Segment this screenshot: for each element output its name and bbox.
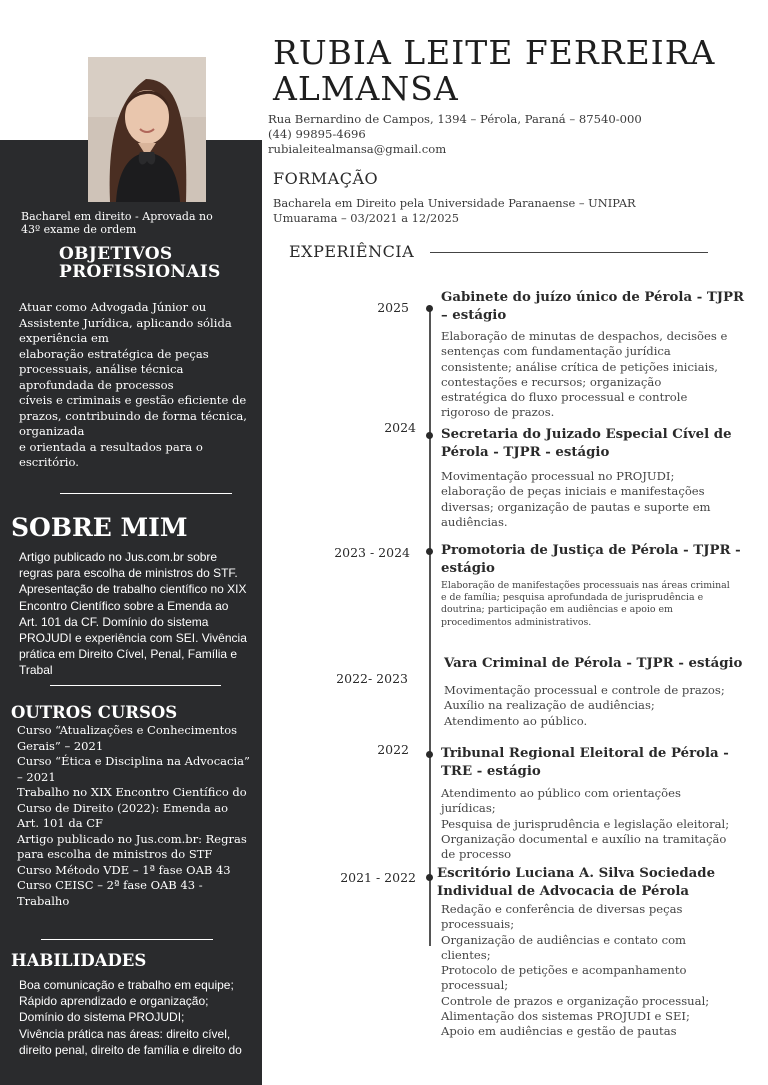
job-title: Secretaria do Juizado Especial Cível de Pérola - TJPR - estágio (441, 427, 732, 460)
sobre-body: Artigo publicado no Jus.com.br sobre regras para escolha de ministros do STF. Apresentação de trabalho científico no XIX Encontro Científico sobre a Emenda ao Art. 101 da CF. Domínio do sistema PROJUDI e experiência com SEI. Vivência prática em Direito Cível, Penal, Família e Trabal (19, 550, 247, 678)
job-title: Promotoria de Justiça de Pérola - TJPR - estágio (441, 543, 741, 576)
cursos-body: Curso “Atualizações e Conhecimentos Gerais” – 2021 Curso “Ética e Disciplina na Advocacia” – 2021 Trabalho no XIX Encontro Científico do Curso de Direito (2022): Emenda ao Art. 101 da CF Artigo publicado no Jus.com.br: Regras para escolha de ministros do STF Curso Método VDE – 1ª fase OAB 43 Curso CEISC – 2ª fase OAB 43 - Trabalho (17, 723, 250, 908)
timeline-dot (426, 432, 433, 439)
sobre-title: SOBRE MIM (11, 513, 188, 542)
year-label: 2025 (377, 300, 409, 315)
cursos-title: OUTROS CURSOS (11, 703, 178, 722)
year-label: 2023 - 2024 (334, 545, 410, 560)
job-title: Vara Criminal de Pérola - TJPR - estágio (444, 656, 743, 671)
job-title: Escritório Luciana A. Silva Sociedade Individual de Advocacia de Pérola (437, 866, 716, 899)
divider (60, 493, 232, 494)
timeline-line (429, 308, 431, 946)
timeline-dot (426, 548, 433, 555)
year-label: 2022- 2023 (336, 671, 408, 686)
candidate-name: RUBIA LEITE FERREIRA ALMANSA (273, 33, 716, 108)
profile-photo (88, 57, 206, 202)
portrait-image (88, 57, 206, 202)
timeline-dot (426, 305, 433, 312)
year-label: 2022 (377, 742, 409, 757)
divider (50, 685, 221, 686)
objetivos-body: Atuar como Advogada Júnior ou Assistente Jurídica, aplicando sólida experiência em elaboração estratégica de peças processuais, análise técnica aprofundada de processos cíveis e criminais e gestão eficiente de prazos, contribuindo de forma técnica, organizada e orientada a resultados para o escritório. (19, 300, 247, 469)
job-title: Gabinete do juízo único de Pérola - TJPR – estágio (441, 290, 745, 323)
objetivos-title: OBJETIVOS PROFISSIONAIS (59, 244, 221, 282)
tagline: Bacharel em direito - Aprovada no 43º exame de ordem (21, 210, 213, 236)
timeline-dot (426, 874, 433, 881)
divider (41, 939, 213, 940)
job-description: Movimentação processual no PROJUDI; elaboração de peças iniciais e manifestações diversas; organização de pautas e suporte em audiências. (441, 469, 711, 529)
job-description: Redação e conferência de diversas peças processuais; Organização de audiências e contato com clientes; Protocolo de petições e acompanhamento processual; Controle de prazos e organização processual; Alimentação dos sistemas PROJUDI e SEI; Apoio em audiências e gestão de pautas (441, 902, 710, 1039)
experiencia-title: EXPERIÊNCIA (289, 242, 415, 261)
job-description: Atendimento ao público com orientações jurídicas; Pesquisa de jurisprudência e legislação eleitoral; Organização documental e auxílio na tramitação de processo (441, 786, 730, 862)
contact-info: Rua Bernardino de Campos, 1394 – Pérola, Paraná – 87540-000 (44) 99895-4696 rubialeitealmansa@gmail.com (268, 112, 642, 156)
year-label: 2024 (384, 420, 416, 435)
year-label: 2021 - 2022 (340, 870, 416, 885)
job-description: Elaboração de minutas de despachos, decisões e sentenças com fundamentação jurídica consistente; análise crítica de petições iniciais, contestações e recursos; organização estratégica do fluxo processual e controle rigoroso de prazos. (441, 329, 728, 420)
job-description: Movimentação processual e controle de prazos; Auxílio na realização de audiências; Atendimento ao público. (444, 683, 725, 728)
section-rule (430, 252, 708, 253)
habilidades-body: Boa comunicação e trabalho em equipe; Rápido aprendizado e organização; Domínio do sistema PROJUDI; Vivência prática nas áreas: direito cível, direito penal, direito de família e direito do (19, 978, 242, 1057)
job-description: Elaboração de manifestações processuais nas áreas criminal e de família; pesquisa aprofundada de jurisprudência e doutrina; participação em audiências e apoio em procedimentos administrativos. (441, 580, 730, 628)
formacao-body: Bacharela em Direito pela Universidade Paranaense – UNIPAR Umuarama – 03/2021 a 12/2025 (273, 196, 636, 225)
habilidades-title: HABILIDADES (11, 951, 147, 970)
timeline-dot (426, 751, 433, 758)
formacao-title: FORMAÇÃO (273, 169, 379, 188)
job-title: Tribunal Regional Eleitoral de Pérola - TRE - estágio (441, 746, 729, 779)
